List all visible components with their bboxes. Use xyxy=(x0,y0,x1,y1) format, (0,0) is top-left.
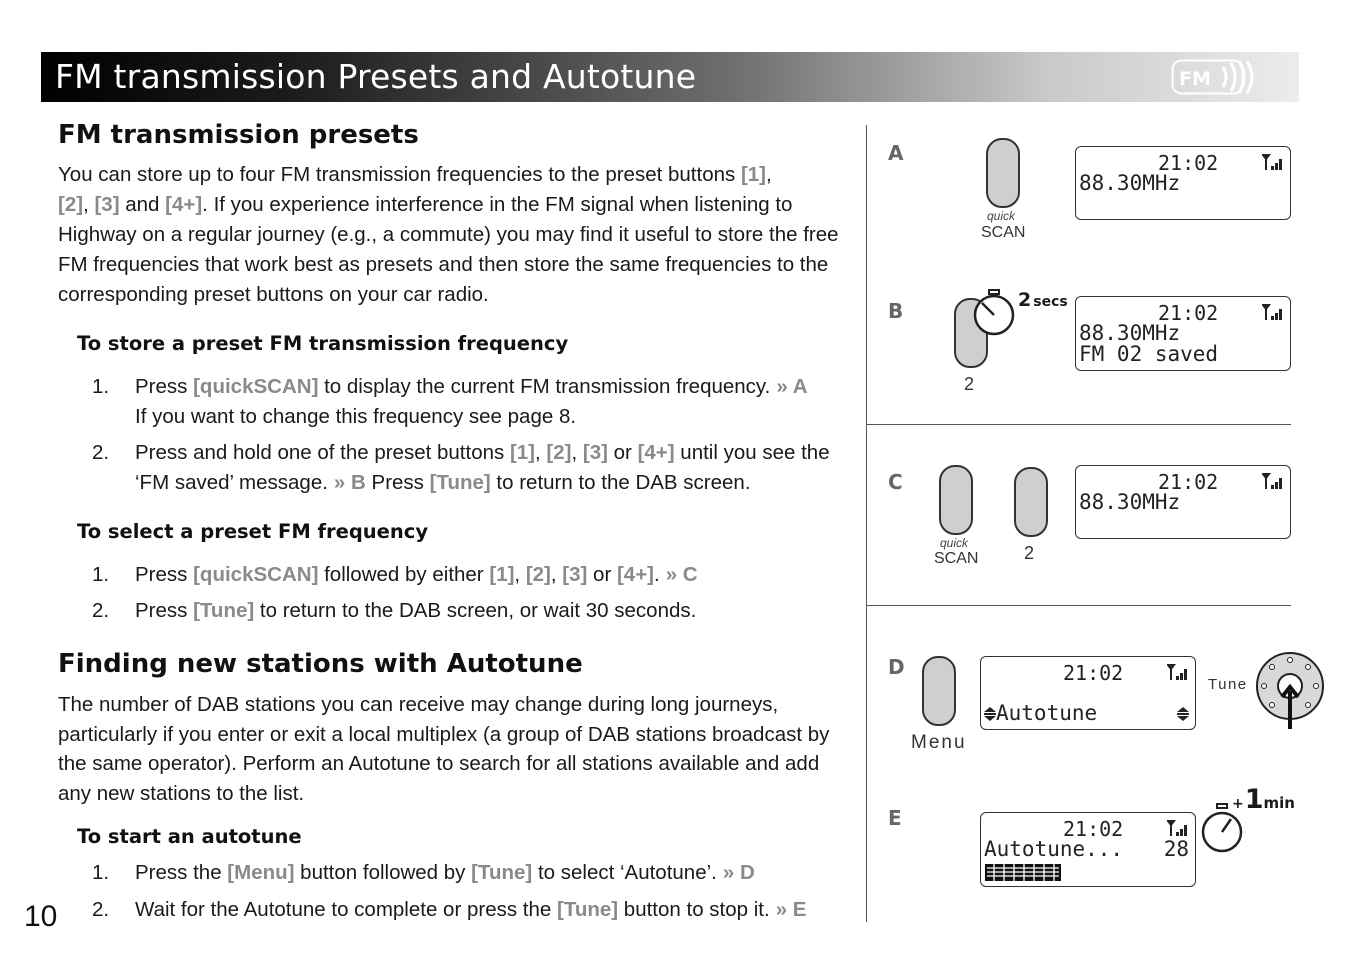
quick-caption: quick xyxy=(987,209,1016,223)
lcd-time: 21:02 xyxy=(1158,301,1219,325)
header-banner xyxy=(41,52,1299,102)
page-number: 10 xyxy=(24,900,58,933)
lcd-display-a xyxy=(1075,146,1291,220)
figure-e-label: E xyxy=(888,806,902,830)
signal-icon xyxy=(1262,154,1284,172)
presets-heading: FM transmission presets xyxy=(58,120,419,150)
lcd-time: 21:02 xyxy=(1063,817,1124,841)
signal-icon xyxy=(1167,820,1189,838)
page-title: FM transmission Presets and Autotune xyxy=(55,57,697,96)
quickscan-button xyxy=(986,138,1020,208)
autotune-heading: Finding new stations with Autotune xyxy=(58,649,583,679)
progress-bar xyxy=(985,864,1065,881)
lcd-display-d xyxy=(980,656,1196,730)
lcd-line-1: 88.30MHz xyxy=(1079,171,1181,195)
figure-b-label: B xyxy=(888,299,904,323)
figure-c-label: C xyxy=(888,470,903,494)
lcd-display-b xyxy=(1075,296,1291,371)
column-divider xyxy=(866,125,867,922)
scan-caption: SCAN xyxy=(981,224,1026,241)
station-count: 28 xyxy=(1163,837,1189,861)
lcd-line-2: Autotune xyxy=(996,701,1098,725)
lcd-display-c xyxy=(1075,465,1291,539)
quickscan-button xyxy=(939,465,973,535)
fm-logo-text: FM xyxy=(1179,68,1211,90)
figure-divider-1 xyxy=(867,424,1291,425)
timer-duration: +1min xyxy=(1232,784,1295,815)
figure-a-label: A xyxy=(888,141,904,165)
preset-2-button xyxy=(1014,467,1048,537)
autotune-intro: The number of DAB stations you can receive may change during long journeys, particularly if you enter or exit a local multiplex (a group of DAB stations broadcast by the same operator). Perform an Autotune to search for all stations available and add any new stations to the list. xyxy=(58,693,830,805)
up-down-arrow-icon xyxy=(984,707,996,721)
store-heading: To store a preset FM transmission frequency xyxy=(77,332,569,355)
up-down-arrow-icon xyxy=(1177,707,1189,721)
fm-logo xyxy=(1171,59,1263,95)
lcd-time: 21:02 xyxy=(1158,151,1219,175)
menu-button xyxy=(922,656,956,726)
signal-icon xyxy=(1167,664,1189,682)
autotune-start-heading: To start an autotune xyxy=(77,825,302,848)
figure-d-label: D xyxy=(888,655,905,679)
lcd-display-e xyxy=(980,812,1196,887)
stopwatch-icon xyxy=(972,289,1016,337)
figure-divider-2 xyxy=(867,605,1291,606)
select-heading: To select a preset FM frequency xyxy=(77,520,429,543)
lcd-line-1: 88.30MHz xyxy=(1079,490,1181,514)
lcd-time: 21:02 xyxy=(1063,661,1124,685)
tune-caption: Tune xyxy=(1208,676,1248,693)
lcd-line-2: FM 02 saved xyxy=(1079,342,1219,366)
lcd-time: 21:02 xyxy=(1158,470,1219,494)
signal-icon xyxy=(1262,473,1284,491)
presets-intro: You can store up to four FM transmission frequencies to the preset buttons [1], [2], [3] and [4+]. If you experience interference in the FM signal when listening to Highway on a regular journey (e.g., a commute) you may find it useful to store the free FM frequencies that work best as presets and then store the same frequencies to the corresponding preset buttons on your car radio. xyxy=(58,163,839,306)
preset-2-caption: 2 xyxy=(964,374,975,394)
lcd-line-1: Autotune... xyxy=(984,837,1124,861)
menu-caption: Menu xyxy=(911,732,967,753)
preset-2-caption: 2 xyxy=(1024,543,1035,563)
tune-knob-icon xyxy=(1254,651,1326,733)
signal-icon xyxy=(1262,304,1284,322)
scan-caption: SCAN xyxy=(934,550,979,567)
hold-duration: 2 secs xyxy=(1018,289,1068,311)
lcd-line-1: 88.30MHz xyxy=(1079,321,1181,345)
quick-caption: quick xyxy=(940,536,969,550)
